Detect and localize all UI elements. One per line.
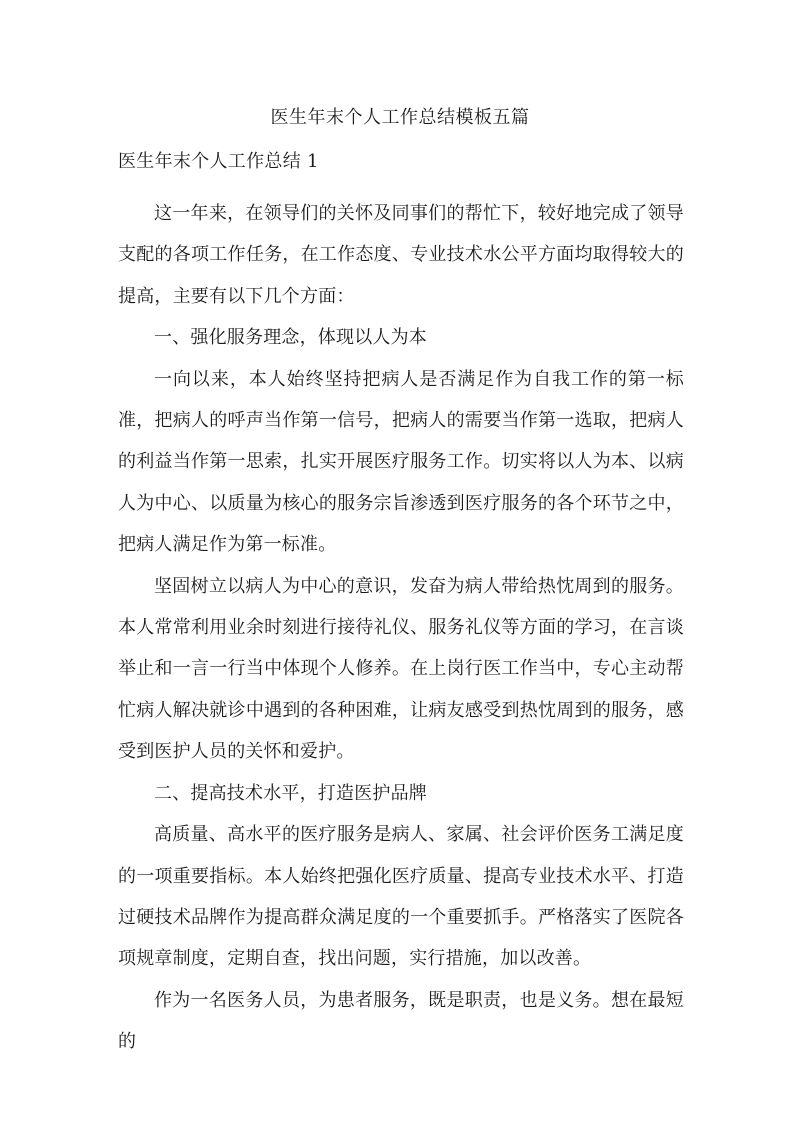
paragraph: 高质量、高水平的医疗服务是病人、家属、社会评价医务工满足度的一项重要指标。本人始终把强化医疗质量、提高专业技术水平、打造过硬技术品牌作为提高群众满足度的一个重要抓手。严格落实了医院各项规章制度，定期自查，找出问题，实行措施，加以改善。 [118, 824, 684, 970]
paragraph-heading-2: 二、提高技术水平，打造医护品牌 [154, 782, 427, 804]
document-title: 医生年末个人工作总结模板五篇 [270, 107, 530, 128]
paragraph-intro: 这一年来，在领导们的关怀及同事们的帮忙下，较好地完成了领导支配的各项工作任务，在工作态度、专业技术水公平方面均取得较大的提高，主要有以下几个方面： [118, 203, 684, 307]
paragraph: 作为一名医务人员，为患者服务，既是职责，也是义务。想在最短的 [118, 989, 684, 1053]
paragraph: 一向以来，本人始终坚持把病人是否满足作为自我工作的第一标准，把病人的呼声当作第一信号，把病人的需要当作第一选取，把病人的利益当作第一思索，扎实开展医疗服务工作。切实将以人为本、以病人为中心、以质量为核心的服务宗旨渗透到医疗服务的各个环节之中，把病人满足作为第一标准。 [118, 368, 684, 556]
paragraph-heading-1: 一、强化服务理念，体现以人为本 [154, 327, 427, 349]
paragraph: 坚固树立以病人为中心的意识，发奋为病人带给热忱周到的服务。本人常常利用业余时刻进行接待礼仪、服务礼仪等方面的学习，在言谈举止和一言一行当中体现个人修养。在上岗行医工作当中，专心主动帮忙病人解决就诊中遇到的各种困难，让病友感受到热忱周到的服务，感受到医护人员的关怀和爱护。 [118, 575, 684, 763]
document-body [118, 193, 684, 1063]
section-heading: 医生年末个人工作总结 1 [118, 151, 319, 172]
